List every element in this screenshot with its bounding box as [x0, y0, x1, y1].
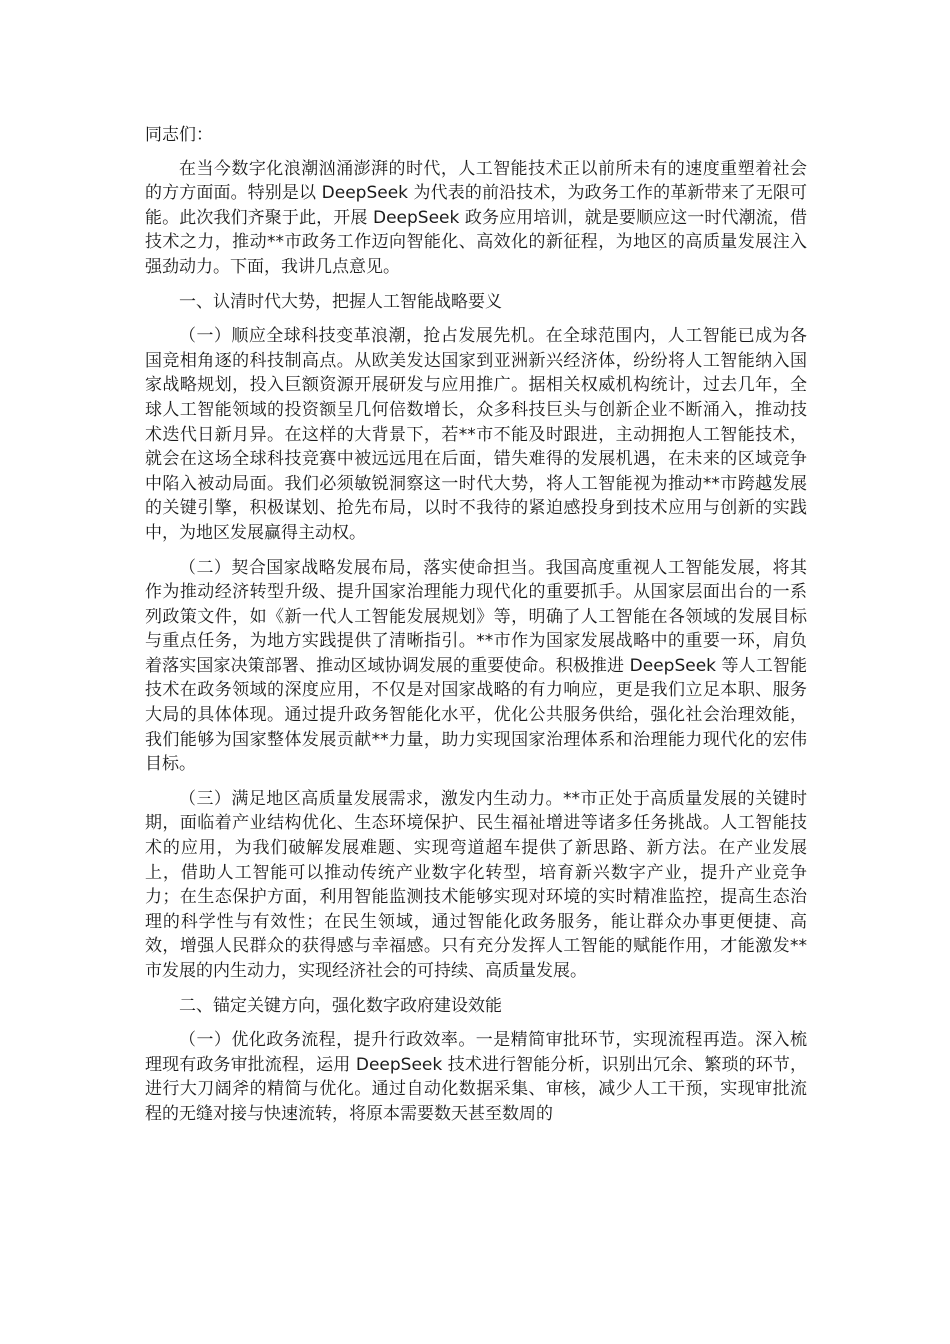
salutation: 同志们： [145, 125, 213, 145]
section-heading-2: 二、锚定关键方向，强化数字政府建设效能 [179, 995, 502, 1016]
body-paragraph: （三）满足地区高质量发展需求，激发内生动力。**市正处于高质量发展的关键时期，面临着产业结构优化、生态环境保护、民生福祉增进等诸多任务挑战。人工智能技术的应用，为我们破解发展难题、实现弯道超车提供了新思路、新方法。在产业发展上，借助人工智能可以推动传统产业数字化转型，培育新兴数字产业，提升产业竞争力；在生态保护方面，利用智能监测技术能够实现对环境的实时精准监控，提高生态治理的科学性与有效性；在民生领域，通过智能化政务服务，能让群众办事更便捷、高效，增强人民群众的获得感与幸福感。只有充分发挥人工智能的赋能作用，才能激发**市发展的内生动力，实现经济社会的可持续、高质量发展。 [145, 788, 807, 981]
body-paragraph: （二）契合国家战略发展布局，落实使命担当。我国高度重视人工智能发展，将其作为推动经济转型升级、提升国家治理能力现代化的重要抓手。从国家层面出台的一系列政策文件，如《新一代人工智能发展规划》等，明确了人工智能在各领域的发展目标与重点任务，为地方实践提供了清晰指引。**市作为国家发展战略中的重要一环，肩负着落实国家决策部署、推动区域协调发展的重要使命。积极推进 DeepSeek 等人工智能技术在政务领域的深度应用，不仅是对国家战略的有力响应，更是我们立足本职、服务大局的具体体现。通过提升政务智能化水平，优化公共服务供给，强化社会治理效能，我们能够为国家整体发展贡献**力量，助力实现国家治理体系和治理能力现代化的宏伟目标。 [145, 557, 807, 775]
section-heading-1: 一、认清时代大势，把握人工智能战略要义 [179, 291, 502, 312]
intro-paragraph: 在当今数字化浪潮汹涌澎湃的时代，人工智能技术正以前所未有的速度重塑着社会的方方面面。特别是以 DeepSeek 为代表的前沿技术，为政务工作的革新带来了无限可能。此次我们齐聚于此，开展 DeepSeek 政务应用培训，就是要顺应这一时代潮流，借技术之力，推动**市政务工作迈向智能化、高效化的新征程，为地区的高质量发展注入强劲动力。下面，我讲几点意见。 [145, 158, 807, 277]
body-paragraph: （一）顺应全球科技变革浪潮，抢占发展先机。在全球范围内，人工智能已成为各国竞相角逐的科技制高点。从欧美发达国家到亚洲新兴经济体，纷纷将人工智能纳入国家战略规划，投入巨额资源开展研发与应用推广。据相关权威机构统计，过去几年，全球人工智能领域的投资额呈几何倍数增长，众多科技巨头与创新企业不断涌入，推动技术迭代日新月异。在这样的大背景下，若**市不能及时跟进，主动拥抱人工智能技术，就会在这场全球科技竞赛中被远远甩在后面，错失难得的发展机遇，在未来的区域竞争中陷入被动局面。我们必须敏锐洞察这一时代大势，将人工智能视为推动**市跨越发展的关键引擎，积极谋划、抢先布局，以时不我待的紧迫感投身到技术应用与创新的实践中，为地区发展赢得主动权。 [145, 326, 807, 543]
body-paragraph: （一）优化政务流程，提升行政效率。一是精简审批环节，实现流程再造。深入梳理现有政务审批流程，运用 DeepSeek 技术进行智能分析，识别出冗余、繁琐的环节，进行大刀阔斧的精简与优化。通过自动化数据采集、审核，减少人工干预，实现审批流程的无缝对接与快速流转，将原本需要数天甚至数周的 [145, 1030, 807, 1124]
document-body [145, 123, 807, 1137]
